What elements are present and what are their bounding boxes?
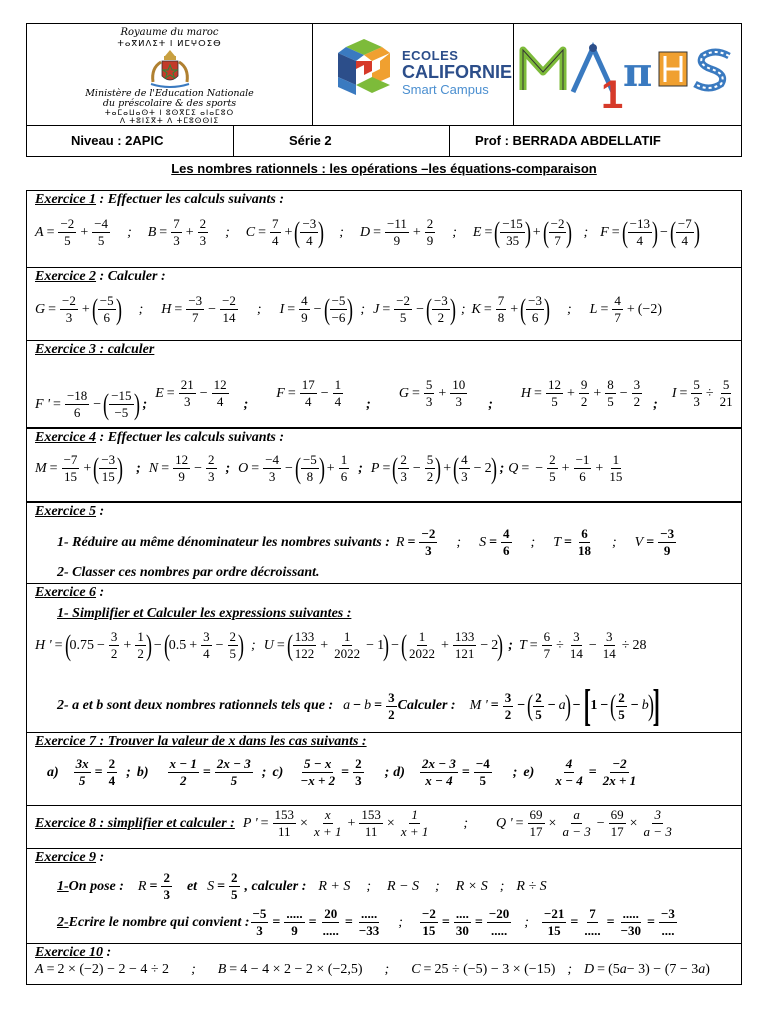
exercise-2 (26, 267, 742, 341)
info-bar (26, 126, 742, 157)
exercise-4-title: Exercice 4 : Effectuer les calculs suivants : (35, 430, 284, 445)
kingdom-title: Royaume du maroc (120, 27, 219, 38)
exercise-6-expressions: H ' = ( 0.75 − $\frac{3}{2}$ + $\frac{1}{2}$ ) − ( 0.5 + $\frac{3}{4}$ − $\frac{2}{5}$ ) ; U = ( 133 122 + $\frac{1}{2022}$ − 1 ) − ( 1 2022 + $\frac{133}{121}$ − 2 ) ; T = $\frac{6}{7}$ ÷ $\frac{3}{14}$ − $\frac{3}{14}$ ÷ 28 (35, 628, 647, 662)
info-divider (233, 126, 234, 156)
svg-text:π: π (623, 49, 653, 96)
moroccan-coat-of-arms-icon (145, 48, 195, 88)
svg-text:MATHS: MATHS (519, 42, 523, 43)
exercise-2-expressions: G = $\frac{-2}{3}$ + ( −5 6 ) ; H = $\frac{-3}{7}$ − $\frac{-2}{14}$ ; I = $\frac{4}{9}$ − ( −5 −6 ) ; J = $\frac{-2}{5}$ − ( −3 2 ) ; K = $\frac{7}{8}$ + ( −3 6 ) ; L = $\frac{4}{7}$ + (−2) (35, 292, 662, 326)
exercise-10-title: Exercice 10 : (35, 945, 112, 960)
exercise-8 (26, 805, 742, 849)
prof-label: Prof : BERRADA ABDELLATIF (475, 133, 661, 148)
exercise-7 (26, 732, 742, 806)
serie-label: Série 2 (289, 133, 332, 148)
ministry-name-1: Ministère de l'Education Nationale (85, 88, 254, 99)
school-cube-logo-icon (332, 39, 396, 101)
ministry-tifinagh-1: ⵜⴰⵎⴰⵡⴰⵙⵜ ⵏ ⵓⵙⴳⵎⵉ ⴰⵏⴰⵎⵓⵔ (104, 108, 235, 117)
exercise-4-expressions: M = $\frac{-7}{15}$ + ( −3 15 ) ; N = $\frac{12}{9}$ − $\frac{2}{3}$ ; O = $\frac{-4}{3}$ − ( −5 8 ) + $\frac{1}{6}$ ; P = ( 2 3 − $\frac{5}{2}$ ) + ( 4 3 − 2 ) ; Q = − $\frac{2}{5}$ + $\frac{-1}{6}$ + $\frac{1}{15}$ (35, 451, 623, 485)
maths-logo (519, 42, 737, 112)
kingdom-tifinagh: ⵜⴰⴳⵍⴷⵉⵜ ⵏ ⵍⵎⵖⵔⵉⴱ (117, 39, 222, 49)
ministry-cell (27, 24, 313, 125)
exercise-3 (26, 340, 742, 428)
exercise-4 (26, 428, 742, 502)
header-box (26, 23, 742, 126)
exercise-7-title: Exercice 7 : Trouver la valeur de x dans les cas suivants : (35, 734, 367, 749)
exercise-9 (26, 848, 742, 944)
school-name-californie: CALIFORNIE (402, 62, 512, 82)
exercise-5 (26, 502, 742, 584)
school-name-smart-campus: Smart Campus (402, 82, 489, 97)
maths-logo-cell (513, 24, 741, 125)
exercise-9-question-1: 1- On pose : R = $\frac{2}{3}$ et S = $\frac{2}{5}$ , calculer : R + S ; R − S ; R × S ; R ÷ S (57, 870, 547, 902)
svg-text:1: 1 (601, 73, 624, 112)
exercise-7-equations: a) $\frac{3x}{5}$ = $\frac{2}{4}$ ; b) $\frac{x - 1}{2}$ = $\frac{2x - 3}{5}$ ; c) $\frac{5 - x}{-x + 2}$ = $\frac{2}{3}$ ; d) $\frac{2x - 3}{x - 4}$ = $\frac{-4}{5}$ ; e) $\frac{4}{x - 4}$ = $\frac{-2}{2x + 1}$ (47, 756, 637, 788)
exercise-3-expressions: F ' = $\frac{-18}{6}$ − ( −15 −5 ) ; E = $\frac{21}{3}$ − $\frac{12}{4}$ ; F = $\frac{17}{4}$ − $\frac{1}{4}$ ; G = $\frac{5}{3}$ + $\frac{10}{3}$ ; H = $\frac{12}{5}$ + $\frac{9}{2}$ + $\frac{8}{5}$ − $\frac{3}{2}$ ; I = $\frac{5}{3}$ ÷ $\frac{5}{21}$ (35, 377, 733, 421)
exercise-3-title: Exercice 3 : calculer (35, 342, 155, 357)
exercise-5-question-1: 1- Réduire au même dénominateur les nombres suivants : R = $\frac{-2}{3}$ ; S = $\frac{4}{6}$ ; T = $\frac{6}{18}$ ; V = $\frac{-3}{9}$ (57, 526, 675, 558)
exercise-10 (26, 943, 742, 985)
exercise-10-expressions: A = 2 × (−2) − 2 − 4 ÷ 2 ; B = 4 − 4 × 2 − 2 × (−2,5) ; C = 25 ÷ (−5) − 3 × (−15) ; D = (5 a − 3) − (7 − 3 a ) (35, 962, 710, 977)
exercise-5-question-2: 2- Classer ces nombres par ordre décroissant. (57, 565, 320, 580)
exercise-5-title: Exercice 5 : (35, 504, 105, 519)
worksheet-subtitle: Les nombres rationnels : les opérations –les équations-comparaison (171, 161, 597, 176)
exercise-1 (26, 190, 742, 268)
niveau-label: Niveau : 2APIC (71, 133, 164, 148)
exercise-6-title: Exercice 6 : (35, 585, 105, 600)
exercise-1-title: Exercice 1 : Effectuer les calculs suivants : (35, 192, 284, 207)
exercise-1-expressions: A = $\frac{-2}{5}$ + $\frac{-4}{5}$ ; B = $\frac{7}{3}$ + $\frac{2}{3}$ ; C = $\frac{7}{4}$ + ( −3 4 ) ; D = $\frac{-11}{9}$ + $\frac{2}{9}$ ; E = ( −15 35 ) + ( −2 7 ) ; F = ( −13 4 ) − ( −7 4 ) (35, 215, 700, 249)
exercise-6 (26, 583, 742, 733)
exercise-2-title: Exercice 2 : Calculer : (35, 269, 166, 284)
school-logo-cell (312, 24, 514, 125)
exercise-6-question-1: 1- Simplifier et Calculer les expressions suivantes : (57, 606, 352, 621)
exercise-6-question-2: 2- a et b sont deux nombres rationnels tels que : a − b = $\frac{3}{2}$ Calculer : M ' = $\frac{3}{2}$ − ( 2 5 − a ) − [ 1 − ( 2 5 − b ) ] (57, 681, 660, 730)
ministry-name-2: du préscolaire & des sports (102, 98, 237, 109)
ministry-tifinagh-2: ⴷ ⵜⵓⵏⵉⴳⵜ ⴷ ⵜⵎⵓⵙⵙⵏⵉ (119, 116, 220, 125)
exercise-9-question-2: 2- Ecrire le nombre qui convient : $\frac{-5}{3}$ = ..... 9 = 20 ..... = ..... −33 ; $\frac{-2}{15}$ = .... 30 = −20 ..... ; $\frac{-21}{15}$ = 7 ..... = ..... −30 = −3 .... (57, 906, 675, 938)
exercise-8-content: Exercice 8 : simplifier et calculer : P ' = $\frac{153}{11}$ × $\frac{x}{x + 1}$ + $\frac{153}{11}$ × $\frac{1}{x + 1}$ ; Q ' = $\frac{69}{17}$ × $\frac{a}{a - 3}$ − $\frac{69}{17}$ × $\frac{3}{a - 3}$ (35, 807, 672, 839)
exercise-9-title: Exercice 9 : (35, 850, 105, 865)
info-divider (449, 126, 450, 156)
school-name-ecoles: ECOLES (402, 48, 459, 63)
